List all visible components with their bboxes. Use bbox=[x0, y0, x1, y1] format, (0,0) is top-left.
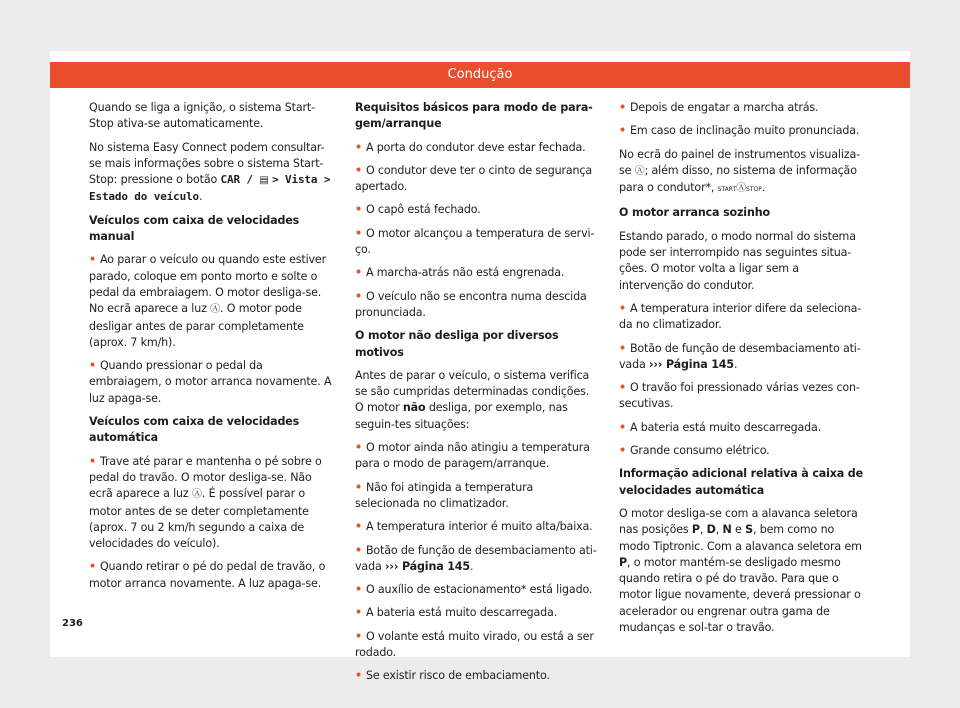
list-item: • Botão de função de desembaciamento ati-vada ››› Página 145. bbox=[355, 543, 597, 573]
list-item: • Não foi atingida a temperatura selecionada no climatizador. bbox=[355, 480, 534, 510]
list-item: • O motor ainda não atingiu a temperatura para o modo de paragem/arranque. bbox=[355, 441, 590, 471]
auto-start-stop-icon: Ⓐ bbox=[736, 183, 747, 195]
list-item: • O motor alcançou a temperatura de servi-ço. bbox=[355, 226, 595, 257]
list-item: • Em caso de inclinação muito pronunciada. bbox=[619, 124, 860, 138]
section-heading: Veículos com caixa de velocidades manual bbox=[89, 213, 300, 244]
section-header: Condução bbox=[50, 62, 910, 88]
paragraph: No sistema Easy Connect podem consultar-se mais informações sobre o sistema Start-Stop: pressione o botão CAR / ▤ > Vista > Estado do veículo. bbox=[89, 140, 331, 204]
paragraph: O motor desliga-se com a alavanca seletora nas posições P, D, N e S, bem como no modo Tiptronic. Com a alavanca seletora em P, o motor mantém-se desligado mesmo quando retira o pé do travão. Para que o motor ligue novamente, deverá pressionar o acelerador ou engrenar outra gama de mudanças e sol-tar o travão. bbox=[619, 506, 862, 635]
list-item: • A temperatura interior é muito alta/baixa. bbox=[355, 520, 593, 534]
list-item: • Depois de engatar a marcha atrás. bbox=[619, 101, 819, 114]
column-1 bbox=[89, 100, 333, 599]
list-item: • A porta do condutor deve estar fechada. bbox=[355, 140, 586, 154]
page-reference-link[interactable]: ››› Página 145 bbox=[385, 559, 470, 573]
page-number: 236 bbox=[62, 618, 83, 629]
section-heading: Informação adicional relativa à caixa de velocidades automática bbox=[619, 467, 863, 497]
list-item: • Se existir risco de embaciamento. bbox=[355, 669, 550, 683]
column-2 bbox=[355, 100, 599, 692]
list-item: • A bateria está muito descarregada. bbox=[355, 606, 558, 620]
section-heading: O motor não desliga por diversos motivos bbox=[355, 329, 559, 359]
list-item: • A bateria está muito descarregada. bbox=[619, 420, 822, 434]
auto-start-stop-icon: Ⓐ bbox=[192, 489, 202, 501]
list-item: • O travão foi pressionado várias vezes con-secutivas. bbox=[619, 381, 860, 411]
list-item: • Quando pressionar o pedal da embraiagem, o motor arranca novamente. A luz apaga-se. bbox=[89, 359, 332, 405]
list-item: • Grande consumo elétrico. bbox=[619, 444, 770, 458]
section-heading: Veículos com caixa de velocidades automática bbox=[89, 415, 300, 445]
page-reference-link[interactable]: ››› Página 145 bbox=[649, 357, 734, 371]
section-heading: Requisitos básicos para modo de para-gem/arranque bbox=[355, 101, 593, 131]
menu-icon: ▤ bbox=[259, 175, 269, 187]
paragraph: No ecrã do painel de instrumentos visualiza-se Ⓐ; além disso, no sistema de informação para o condutor*, STARTⒶSTOP. bbox=[619, 147, 863, 199]
paragraph: Estando parado, o modo normal do sistema pode ser interrompido nas seguintes situa-ções. O motor volta a ligar sem a intervenção do condutor. bbox=[619, 229, 856, 292]
column-3 bbox=[619, 100, 863, 643]
list-item: • Quando retirar o pé do pedal de travão, o motor arranca novamente. A luz apaga-se. bbox=[89, 560, 326, 590]
paragraph: Antes de parar o veículo, o sistema verifica se são cumpridas determinadas condições. O motor não desliga, por exemplo, nas seguin-tes situações: bbox=[355, 368, 590, 431]
list-item: • O auxílio de estacionamento* está ligado. bbox=[355, 583, 593, 597]
list-item: • O capô está fechado. bbox=[355, 203, 481, 217]
list-item: • O condutor deve ter o cinto de segurança apertado. bbox=[355, 163, 593, 194]
car-icon: CAR / bbox=[220, 173, 260, 187]
auto-start-stop-icon: Ⓐ bbox=[210, 304, 221, 316]
menu-path: > Vista > Estado do veículo bbox=[89, 173, 331, 204]
list-item: • O veículo não se encontra numa descida pronunciada. bbox=[355, 289, 587, 319]
paragraph: Quando se liga a ignição, o sistema Start-Stop ativa-se automaticamente. bbox=[89, 101, 315, 131]
list-item: • Botão de função de desembaciamento ati-vada ››› Página 145. bbox=[619, 341, 861, 371]
list-item: • A marcha-atrás não está engrenada. bbox=[355, 266, 565, 280]
list-item: • Trave até parar e mantenha o pé sobre o pedal do travão. O motor desliga-se. Não ecrã aparece a luz Ⓐ. É possível parar o motor antes de se deter completamente (aprox. 7 ou 2 km/h segundo a caixa de velocidades do veículo). bbox=[89, 454, 322, 551]
list-item: • A temperatura interior difere da seleciona-da no climatizador. bbox=[619, 301, 862, 332]
auto-start-stop-icon: Ⓐ bbox=[634, 165, 645, 177]
section-heading: O motor arranca sozinho bbox=[619, 206, 770, 220]
list-item: • O volante está muito virado, ou está a ser rodado. bbox=[355, 629, 594, 660]
list-item: • Ao parar o veículo ou quando este estiver parado, coloque em ponto morto e solte o pedal da embraiagem. O motor desliga-se. No ecrã aparece a luz Ⓐ. O motor pode desligar antes de parar completamente (aprox. 7 km/h). bbox=[89, 253, 327, 349]
